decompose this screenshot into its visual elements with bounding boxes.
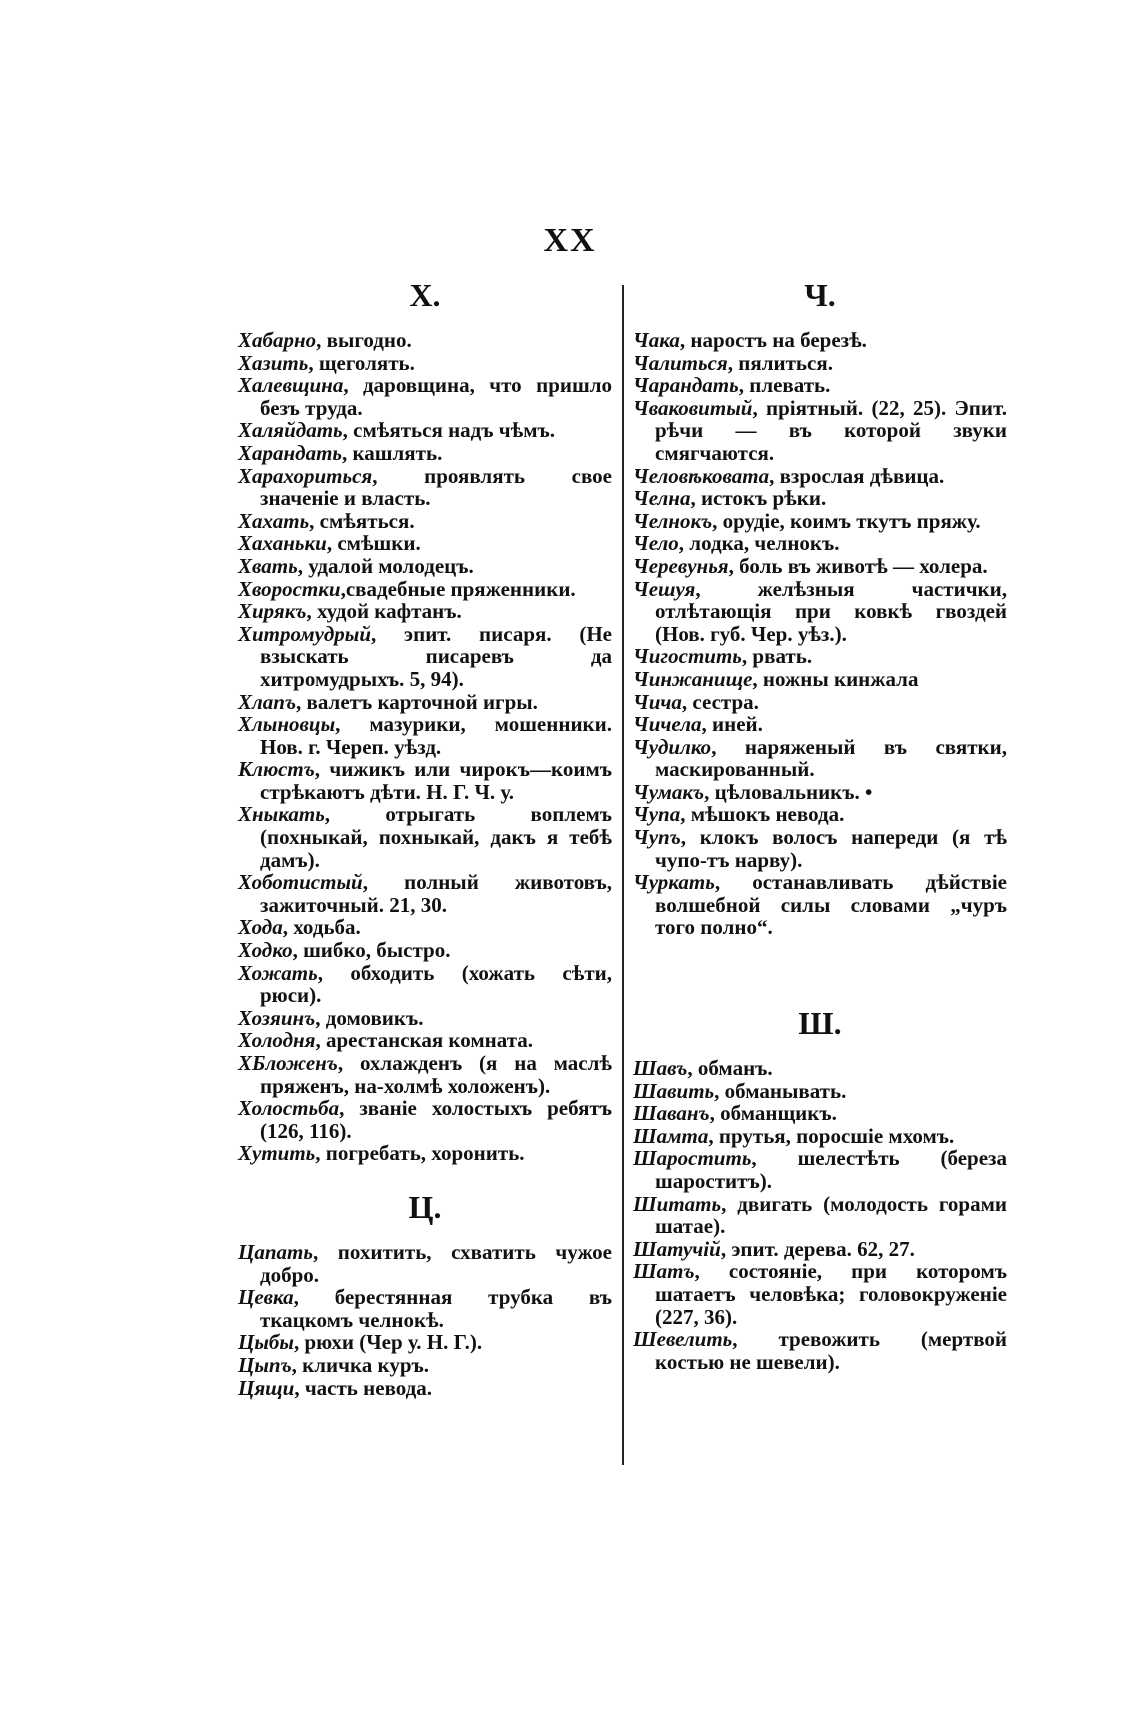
definition: , смѣяться. bbox=[309, 508, 415, 533]
headword: Ходко bbox=[238, 938, 293, 963]
headword: Шитать bbox=[633, 1191, 722, 1216]
section-letter: Х. bbox=[409, 277, 441, 313]
dictionary-entry bbox=[633, 781, 1007, 804]
headword: Черевунья bbox=[633, 553, 729, 578]
headword: Чарандать bbox=[633, 373, 739, 398]
headword: Чудилко bbox=[633, 734, 712, 759]
headword: Шаростить bbox=[633, 1146, 752, 1171]
dictionary-entry bbox=[633, 826, 1007, 871]
dictionary-entry bbox=[633, 510, 1007, 533]
dictionary-entry bbox=[238, 419, 612, 442]
dictionary-entry bbox=[633, 645, 1007, 668]
dictionary-entry bbox=[633, 1080, 1007, 1103]
headword: Хозяинъ bbox=[238, 1005, 316, 1030]
definition: , похитить, схватить чужое добро. bbox=[260, 1239, 612, 1287]
definition: , даровщина, что пришло безъ труда. bbox=[260, 373, 612, 420]
dictionary-entry bbox=[633, 1125, 1007, 1148]
dictionary-entry bbox=[238, 916, 612, 939]
dictionary-entry bbox=[238, 1097, 612, 1142]
definition: , ножны кинжала bbox=[752, 666, 919, 691]
headword: Клюстъ bbox=[238, 757, 315, 782]
dictionary-entry bbox=[238, 758, 612, 803]
dictionary-entry bbox=[633, 374, 1007, 397]
dictionary-entry bbox=[633, 1147, 1007, 1192]
headword: Цевка bbox=[238, 1285, 294, 1310]
headword: Харахориться bbox=[238, 463, 373, 488]
definition: , эпит. писаря. (Не взыскать писаревъ да хитромудрыхъ. 5, 94). bbox=[260, 621, 612, 691]
dictionary-entry bbox=[633, 1238, 1007, 1261]
headword: Шамта bbox=[633, 1123, 709, 1148]
headword: Хлапъ bbox=[238, 689, 297, 714]
definition: , наряженый въ святки, маскированный. bbox=[655, 734, 1007, 782]
definition: , погребать, хоронить. bbox=[315, 1141, 525, 1166]
definition: , шелестѣть (береза шароститъ). bbox=[655, 1146, 1007, 1193]
definition: , обходить (хожать сѣти, рюси). bbox=[260, 960, 612, 1008]
section-letter: Ш. bbox=[798, 1005, 842, 1042]
dictionary-entry bbox=[633, 1328, 1007, 1373]
definition: , худой кафтанъ. bbox=[306, 599, 462, 624]
definition: , мѣшокъ невода. bbox=[680, 802, 845, 827]
headword: Хабарно bbox=[238, 328, 317, 352]
definition: , удалой молодецъ. bbox=[297, 553, 474, 578]
dictionary-entry bbox=[238, 623, 612, 691]
headword: Хвать bbox=[238, 553, 298, 578]
definition: , рвать. bbox=[741, 644, 813, 669]
dictionary-entry bbox=[238, 871, 612, 916]
definition: , выгодно. bbox=[316, 328, 412, 352]
dictionary-entry bbox=[238, 803, 612, 871]
headword: Хаханьки bbox=[238, 531, 327, 556]
dictionary-entry bbox=[633, 329, 1007, 352]
dictionary-entry bbox=[238, 352, 612, 375]
dictionary-entry bbox=[633, 736, 1007, 781]
headword: Чинжанище bbox=[633, 666, 753, 691]
headword: Хлыновцы bbox=[238, 712, 336, 737]
headword: ХБложенъ bbox=[238, 1051, 338, 1075]
headword: Хутить bbox=[238, 1141, 316, 1166]
page-number: XX bbox=[543, 222, 597, 259]
definition: , полный животовъ, зажиточный. 21, 30. bbox=[260, 870, 612, 917]
dictionary-entry bbox=[633, 668, 1007, 691]
definition: , часть невода. bbox=[294, 1375, 433, 1400]
headword: Чалиться bbox=[633, 350, 728, 375]
dictionary-entry bbox=[238, 1007, 612, 1030]
definition: , состоянiе, при которомъ шатаетъ человѣка; головокруженiе (227, 36). bbox=[655, 1259, 1007, 1329]
definition: , кличка куръ. bbox=[291, 1352, 429, 1377]
dictionary-entry bbox=[238, 962, 612, 1007]
section-letter: Ч. bbox=[804, 277, 836, 313]
definition: , истокъ рѣки. bbox=[690, 486, 827, 511]
headword: Халяйдать bbox=[238, 418, 343, 443]
dictionary-entry bbox=[238, 1286, 612, 1331]
headword: Чичела bbox=[633, 712, 702, 737]
definition: , орудiе, коимъ ткутъ пряжу. bbox=[712, 508, 981, 533]
headword: Халевщина bbox=[238, 373, 344, 398]
headword: Челна bbox=[633, 486, 691, 511]
headword: Чешуя bbox=[633, 576, 696, 601]
headword: Шавить bbox=[633, 1078, 715, 1103]
dictionary-entry bbox=[633, 578, 1007, 646]
headword: Человѣковата bbox=[633, 463, 770, 488]
definition: , арестанская комната. bbox=[315, 1028, 534, 1053]
headword: Хазить bbox=[238, 350, 309, 375]
headword: Чумакъ bbox=[633, 779, 705, 804]
dictionary-entry bbox=[633, 465, 1007, 488]
definition: , ходьба. bbox=[282, 915, 361, 940]
headword: Хныкать bbox=[238, 802, 325, 827]
headword: Челнокъ bbox=[633, 508, 713, 533]
dictionary-entry bbox=[633, 487, 1007, 510]
dictionary-entry bbox=[633, 1193, 1007, 1238]
headword: Харандать bbox=[238, 440, 343, 465]
dictionary-entry bbox=[633, 1102, 1007, 1125]
definition: , плевать. bbox=[738, 373, 831, 398]
headword: Холодня bbox=[238, 1028, 316, 1053]
definition: , званiе холостыхъ ребятъ (126, 116). bbox=[260, 1096, 612, 1143]
dictionary-entry bbox=[238, 510, 612, 533]
definition: , щеголять. bbox=[308, 350, 415, 375]
headword: Шаванъ bbox=[633, 1101, 710, 1126]
dictionary-entry bbox=[238, 1029, 612, 1052]
definition: , цѣловальникъ. • bbox=[704, 779, 873, 804]
right-column bbox=[633, 275, 1007, 1373]
definition: , рюхи (Чер у. Н. Г.). bbox=[293, 1330, 483, 1355]
definition: , проявлять свое значенiе и власть. bbox=[260, 463, 612, 511]
dictionary-entry bbox=[238, 691, 612, 714]
definition: , тревожить (мертвой костью не шевели). bbox=[655, 1327, 1007, 1374]
dictionary-entry bbox=[633, 713, 1007, 736]
definition: , пялиться. bbox=[727, 350, 833, 375]
definition: , смѣяться надъ чѣмъ. bbox=[342, 418, 556, 443]
definition: , кашлять. bbox=[342, 440, 443, 465]
dictionary-entry bbox=[238, 578, 612, 601]
definition: , шибко, быстро. bbox=[292, 938, 451, 963]
headword: Цыбы bbox=[238, 1330, 294, 1355]
definition: , мазурики, мошенники. Нов. г. Череп. уѣзд. bbox=[260, 712, 612, 759]
definition: , валетъ карточной игры. bbox=[296, 689, 538, 714]
headword: Хожать bbox=[238, 960, 318, 985]
dictionary-entry bbox=[238, 1331, 612, 1354]
headword: Чупа bbox=[633, 802, 681, 827]
dictionary-entry bbox=[238, 374, 612, 419]
column-divider bbox=[622, 285, 624, 1465]
definition: , чижикъ или чирокъ—коимъ стрѣкаютъ дѣти. Н. Г. Ч. у. bbox=[260, 757, 612, 804]
dictionary-entry bbox=[633, 555, 1007, 578]
dictionary-entry bbox=[238, 939, 612, 962]
definition: , боль въ животѣ — холера. bbox=[728, 553, 988, 578]
dictionary-entry bbox=[238, 1241, 612, 1286]
dictionary-entry bbox=[238, 465, 612, 510]
dictionary-entry bbox=[238, 329, 612, 352]
definition: , обманъ. bbox=[687, 1056, 773, 1081]
dictionary-entry bbox=[633, 352, 1007, 375]
left-column bbox=[238, 275, 612, 1399]
dictionary-entry bbox=[238, 1052, 612, 1097]
definition: , эпит. дерева. 62, 27. bbox=[720, 1236, 915, 1261]
section-letter: Ц. bbox=[408, 1188, 442, 1225]
headword: Шатъ bbox=[633, 1259, 695, 1284]
dictionary-entry bbox=[238, 1377, 612, 1400]
headword: Чуркать bbox=[633, 870, 715, 895]
headword: Хирякъ bbox=[238, 599, 307, 624]
definition: , иней. bbox=[701, 712, 763, 737]
definition: , желѣзныя частички, отлѣтающiя при ковкѣ гвоздей (Нов. губ. Чер. уѣз.). bbox=[655, 576, 1007, 646]
definition: , взрослая дѣвица. bbox=[769, 463, 945, 488]
dictionary-entry bbox=[633, 397, 1007, 465]
definition: , прутья, поросшiе мхомъ. bbox=[708, 1123, 955, 1148]
dictionary-entry bbox=[238, 1354, 612, 1377]
definition: , обманщикъ. bbox=[709, 1101, 837, 1126]
dictionary-entry bbox=[633, 871, 1007, 939]
headword: Цящи bbox=[238, 1375, 295, 1400]
definition: , смѣшки. bbox=[326, 531, 421, 556]
definition: , обманывать. bbox=[714, 1078, 847, 1103]
definition: , берестянная трубка въ ткацкомъ челнокѣ. bbox=[260, 1285, 612, 1332]
dictionary-entry bbox=[238, 713, 612, 758]
headword: Шавъ bbox=[633, 1056, 688, 1081]
headword: Цапать bbox=[238, 1239, 313, 1264]
dictionary-entry bbox=[633, 691, 1007, 714]
dictionary-entry bbox=[633, 1057, 1007, 1080]
dictionary-entry bbox=[238, 532, 612, 555]
dictionary-entry bbox=[238, 442, 612, 465]
dictionary-entry bbox=[633, 532, 1007, 555]
definition: , сестра. bbox=[681, 689, 759, 714]
definition: , останавливать дѣйствiе волшебной силы словами „чуръ того полно“. bbox=[655, 870, 1007, 940]
headword: Чело bbox=[633, 531, 679, 556]
dictionary-entry bbox=[238, 555, 612, 578]
headword: Чича bbox=[633, 689, 682, 714]
dictionary-entry bbox=[633, 803, 1007, 826]
definition: , наростъ на березѣ. bbox=[679, 328, 867, 352]
definition: , охлажденъ (я на маслѣ пряженъ, на-холмѣ холоженъ). bbox=[260, 1051, 612, 1098]
headword: Цыпъ bbox=[238, 1352, 292, 1377]
headword: Хахать bbox=[238, 508, 310, 533]
dictionary-entry bbox=[238, 1142, 612, 1165]
dictionary-entry bbox=[238, 600, 612, 623]
definition: , домовикъ. bbox=[315, 1005, 424, 1030]
definition: , прiятный. (22, 25). Эпит. рѣчи — въ которой звуки смягчаются. bbox=[655, 395, 1007, 465]
headword: Чупъ bbox=[633, 825, 681, 850]
headword: Хитромудрый bbox=[238, 621, 372, 646]
definition: , отрыгать воплемъ (похныкай, похныкай, дакъ я тебѣ дамъ). bbox=[260, 802, 612, 872]
dictionary-entry bbox=[633, 1260, 1007, 1328]
definition: , лодка, челнокъ. bbox=[678, 531, 840, 556]
headword: Чваковитый bbox=[633, 395, 753, 420]
headword: Чака bbox=[633, 328, 680, 352]
definition: , двигать (молодость горами шатае). bbox=[655, 1191, 1007, 1239]
headword: Холостьба bbox=[238, 1096, 340, 1121]
headword: Хворостки bbox=[238, 576, 341, 601]
headword: Чигостить bbox=[633, 644, 742, 669]
definition: ,свадебные пряженники. bbox=[340, 576, 576, 601]
headword: Шатучiй bbox=[633, 1236, 721, 1261]
headword: Хода bbox=[238, 915, 283, 940]
headword: Хоботистый bbox=[238, 870, 363, 895]
definition: , клокъ волосъ напереди (я тѣ чупо-тъ нарву). bbox=[655, 825, 1007, 872]
headword: Шевелить bbox=[633, 1327, 733, 1352]
